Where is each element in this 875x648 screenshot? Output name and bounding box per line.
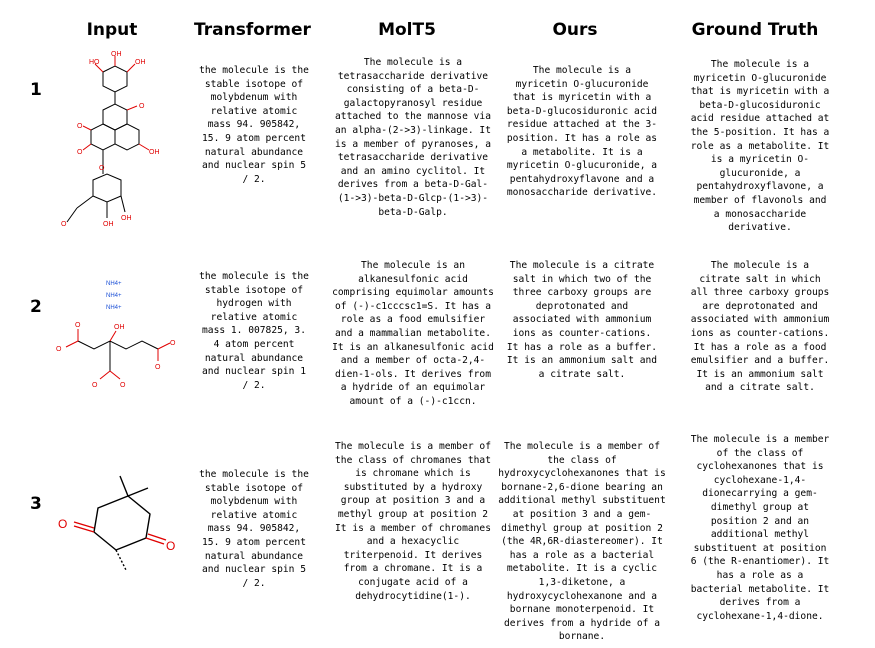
molecule-1-atom-oh-1: OH bbox=[111, 51, 122, 58]
row-1-ours: The molecule is a myricetin O-glucuronide that is myricetin with a beta-D-glucosiduronic acid residue attached at the 3-position. It has a role as a metabolite. It is a myricetin O-glucuronide, a pentahydroxyflavone and a monosaccharide derivative. bbox=[506, 65, 658, 199]
molecule-1-atom-oh-4: OH bbox=[121, 215, 132, 222]
molecule-1-atom-o-2: O bbox=[77, 123, 83, 130]
molecule-2-atom-o-2: O bbox=[75, 322, 81, 329]
molecule-2-ion-nh4-1: NH4+ bbox=[106, 281, 122, 287]
molecule-2-atom-o-6: O bbox=[120, 382, 126, 389]
row-1-ground-truth: The molecule is a myricetin O-glucuronide that is myricetin with a beta-D-glucosiduronic acid residue attached at the 5-position. It has a role as a metabolite. It is a myricetin O-glucuronide, a pentahydroxyflavone, a member of flavonols and a monosaccharide derivative. bbox=[690, 59, 830, 234]
molecule-2-ion-nh4-2: NH4+ bbox=[106, 293, 122, 299]
molecule-2-ion-nh4-3: NH4+ bbox=[106, 305, 122, 311]
molecule-2-atom-o-4: O bbox=[155, 364, 161, 371]
molecule-1-atom-oh-5: OH bbox=[103, 221, 114, 228]
header-transformer: Transformer bbox=[194, 20, 311, 40]
row-number-1: 1 bbox=[30, 80, 42, 100]
molecule-3-atom-o-2: O bbox=[166, 539, 176, 553]
molecule-2-atom-o-5: O bbox=[92, 382, 98, 389]
header-input: Input bbox=[86, 20, 138, 40]
molecule-3-structure bbox=[50, 470, 180, 580]
molecule-1-atom-oh-2: OH bbox=[135, 59, 146, 66]
row-1-transformer: the molecule is the stable isotope of molybdenum with relative atomic mass 94. 905842, 15. 9 atom percent natural abundance and nuclear spin 5 / 2. bbox=[199, 65, 309, 185]
molecule-1-atom-o-1: O bbox=[139, 103, 145, 110]
row-3-molt5: The molecule is a member of the class of chromanes that is chromane which is substituted by a hydroxy group at position 3 and a methyl group at position 2 It is a member of chromanes and a hexacyclic triterpenoid. It derives from a chromane. It is a conjugate acid of a dehydrocytidine(1-). bbox=[335, 441, 491, 602]
molecule-1-atom-o-4: O bbox=[99, 165, 105, 172]
row-3-ground-truth: The molecule is a member of the class of cyclohexanones that is cyclohexane-1,4-dionecarrying a gem-dimethyl group at position 2 and an additional methyl substituent at position 6 (the R-enantiomer). It has a role as a bacterial metabolite. It derives from a cyclohexane-1,4-dione. bbox=[690, 434, 830, 622]
molecule-1-atom-o-3: O bbox=[77, 149, 83, 156]
row-2-ours: The molecule is a citrate salt in which two of the three carboxy groups are deprotonated and associated with ammonium ions as counter-cations. It has a role as a buffer. It is an ammonium salt and a citrate salt. bbox=[506, 260, 658, 380]
header-molt5: MolT5 bbox=[378, 20, 436, 40]
row-number-3: 3 bbox=[30, 494, 42, 514]
row-2-ground-truth: The molecule is a citrate salt in which all three carboxy groups are deprotonated and associated with ammonium ions as counter-cations. It has a role as a food emulsifier and a buffer. It is an ammonium salt and a citrate salt. bbox=[690, 260, 830, 394]
header-ground-truth: Ground Truth bbox=[691, 20, 819, 40]
row-3-ours: The molecule is a member of the class of hydroxycyclohexanones that is bornane-2,6-dione bearing an additional methyl substituent at position 3 and a gem-dimethyl group at position 2 (the 4R,6R-diastereomer). It has a role as a bacterial metabolite. It is a cyclic 1,3-diketone, a hydroxycyclohexanone and a bornane monoterpenoid. It derives from a hydride of a bornane. bbox=[498, 441, 666, 643]
molecule-1-atom-o-5: O bbox=[61, 221, 67, 228]
molecule-2-atom-o-3: O bbox=[170, 340, 176, 347]
row-3-transformer: the molecule is the stable isotope of molybdenum with relative atomic mass 94. 905842, 15. 9 atom percent natural abundance and nuclear spin 5 / 2. bbox=[199, 469, 309, 589]
molecule-3-atom-o-1: O bbox=[58, 517, 68, 531]
molecule-2-atom-o-1: O bbox=[56, 346, 62, 353]
row-number-2: 2 bbox=[30, 297, 42, 317]
molecule-1-structure bbox=[55, 50, 175, 235]
molecule-1-atom-oh-3: OH bbox=[149, 149, 160, 156]
header-ours: Ours bbox=[552, 20, 598, 40]
row-1-molt5: The molecule is a tetrasaccharide derivative consisting of a beta-D-galactopyranosyl residue attached to the mannose via an alpha-(2->3)-linkage. It is a member of pyranoses, a tetrasaccharide derivative and an amino cyclitol. It derives from a beta-D-Gal-(1->3)-beta-D-Glcp-(1->3)-beta-D-Galp. bbox=[335, 57, 491, 218]
molecule-2-structure bbox=[50, 275, 180, 395]
molecule-2-atom-oh: OH bbox=[114, 324, 125, 331]
row-2-transformer: the molecule is the stable isotope of hydrogen with relative atomic mass 1. 007825, 3. 4 atom percent natural abundance and nuclear spin 1 / 2. bbox=[199, 271, 309, 391]
molecule-1-atom-ho-1: HO bbox=[89, 59, 100, 66]
row-2-molt5: The molecule is an alkanesulfonic acid comprising equimolar amounts of (-)-c1cccsc1=S. It has a role as a food emulsifier and a mammalian metabolite. It is an alkanesulfonic acid and a member of octa-2,4-dien-1-ols. It derives from a hydride of an equimolar amount of a (-)-c1ccn. bbox=[332, 260, 494, 407]
